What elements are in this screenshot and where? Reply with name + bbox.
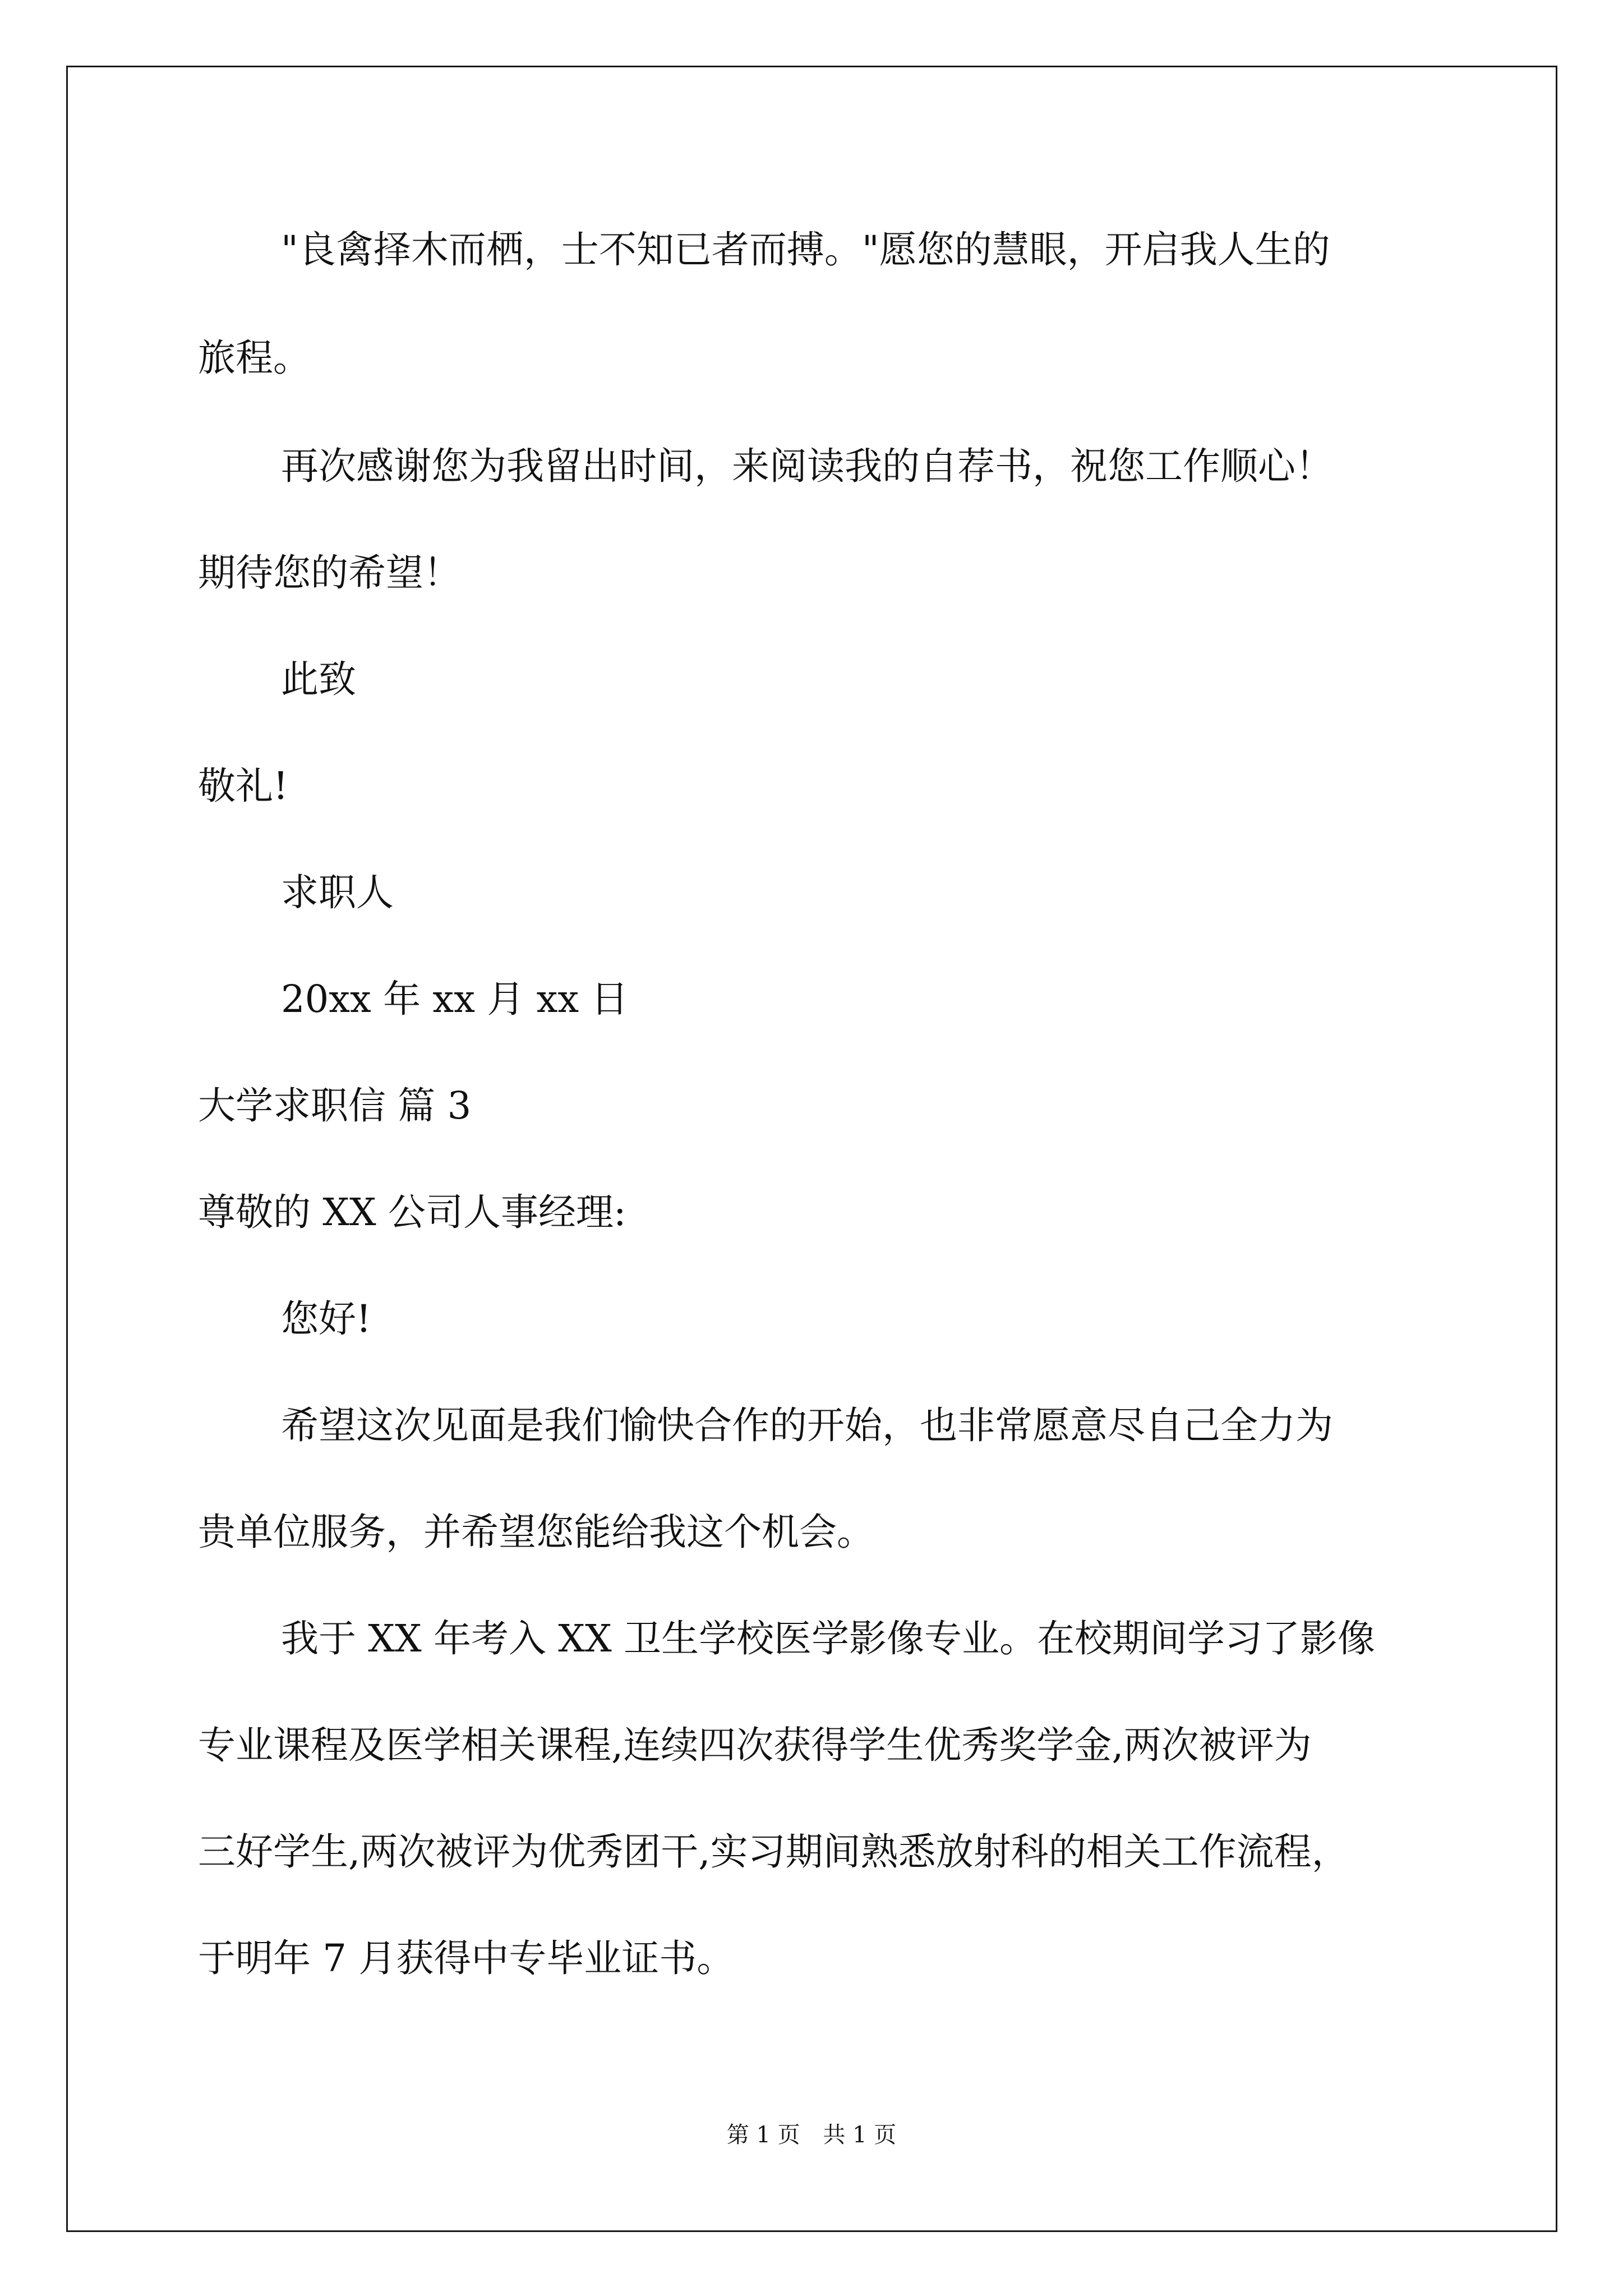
body-paragraph-2-line-4: 于明年 7 月获得中专毕业证书。 <box>198 1936 735 1980</box>
body-paragraph-1-line-1: 希望这次见面是我们愉快合作的开始，也非常愿意尽自己全力为 <box>281 1404 1333 1447</box>
page-total: 共 1 页 <box>823 2122 897 2148</box>
letter-paragraph-2-line-2: 期待您的希望！ <box>198 551 461 595</box>
page-number: 第 1 页 <box>726 2122 800 2148</box>
closing-text: 此致 <box>281 657 356 701</box>
page-border <box>66 66 1557 2232</box>
date-text: 20xx 年 xx 月 xx 日 <box>281 977 629 1021</box>
letter-paragraph-1-line-2: 旅程。 <box>198 336 311 380</box>
body-paragraph-2-line-1: 我于 XX 年考入 XX 卫生学校医学影像专业。在校期间学习了影像 <box>281 1617 1375 1660</box>
section-heading: 大学求职信 篇 3 <box>198 1084 472 1128</box>
salutation-text: 尊敬的 XX 公司人事经理: <box>198 1190 626 1234</box>
letter-paragraph-2-line-1: 再次感谢您为我留出时间，来阅读我的自荐书，祝您工作顺心！ <box>281 444 1333 488</box>
body-paragraph-2-line-2: 专业课程及医学相关课程,连续四次获得学生优秀奖学金,两次被评为 <box>198 1723 1312 1767</box>
letter-paragraph-1-line-1: "良禽择木而栖，士不知已者而搏。"愿您的慧眼，开启我人生的 <box>281 228 1330 272</box>
page-footer <box>0 2122 1623 2148</box>
body-paragraph-2-line-3: 三好学生,两次被评为优秀团干,实习期间熟悉放射科的相关工作流程， <box>198 1830 1349 1874</box>
body-paragraph-1-line-2: 贵单位服务，并希望您能给我这个机会。 <box>198 1510 874 1554</box>
greeting-text: 您好! <box>281 1297 371 1341</box>
signer-text: 求职人 <box>281 871 394 914</box>
salute-text: 敬礼! <box>198 764 288 808</box>
